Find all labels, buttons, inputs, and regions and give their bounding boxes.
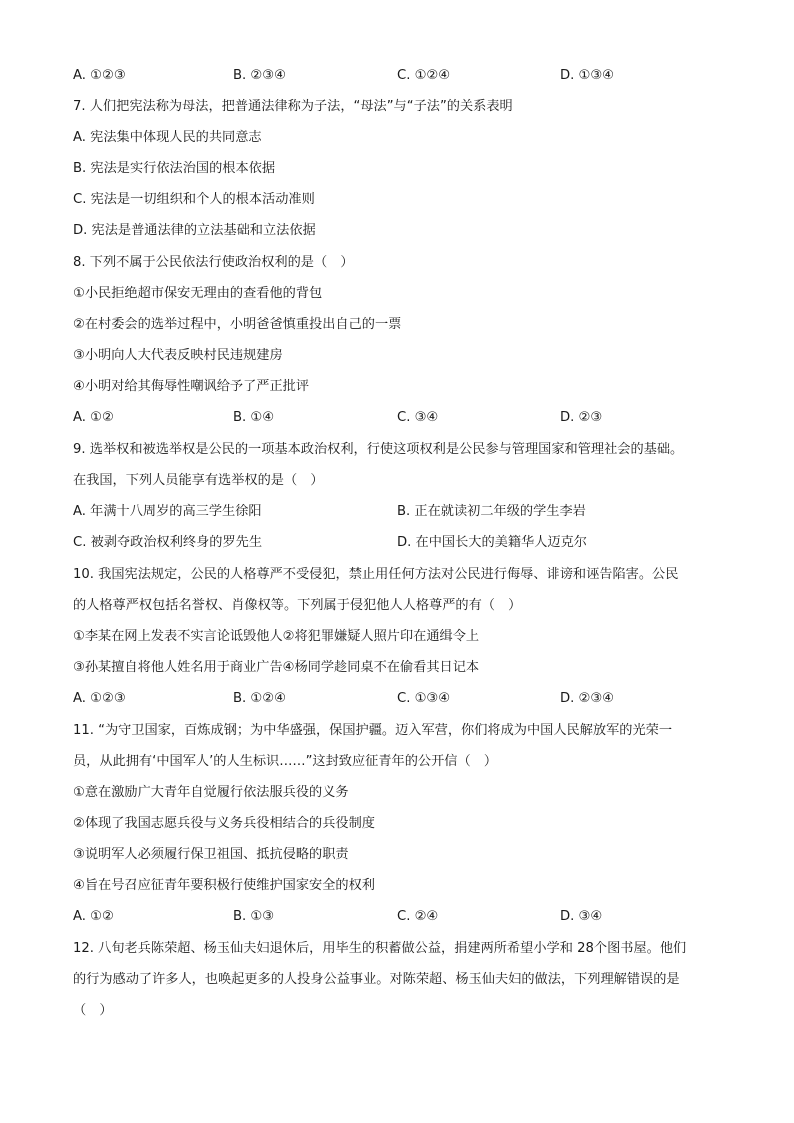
q8-option-d: D. ②③ <box>560 410 603 425</box>
q12-stem-line-1: 12. 八旬老兵陈荣超、杨玉仙夫妇退休后，用毕生的积蓄做公益，捐建两所希望小学和 28个图书屋。他们 <box>73 941 687 956</box>
q8-item-1: ①小民拒绝超市保安无理由的查看他的背包 <box>73 286 323 301</box>
q10-option-a: A. ①②③ <box>73 691 126 706</box>
q10-option-c: C. ①③④ <box>397 691 451 706</box>
q12-stem-line-3: （ ） <box>73 1003 113 1018</box>
q7-option-b: B. 宪法是实行依法治国的根本依据 <box>73 161 276 176</box>
q12-stem-line-2: 的行为感动了许多人，也唤起更多的人投身公益事业。对陈荣超、杨玉仙夫妇的做法，下列理解错误的是 <box>73 972 680 987</box>
q7-option-a: A. 宪法集中体现人民的共同意志 <box>73 130 262 145</box>
q9-stem-line-2: 在我国，下列人员能享有选举权的是（ ） <box>73 473 324 488</box>
q11-option-a: A. ①② <box>73 909 114 924</box>
q11-option-b: B. ①③ <box>233 909 275 924</box>
q11-stem-line-1: 11. “为守卫国家，百炼成钢；为中华盛强，保国护疆。迈入军营，你们将成为中国人民解放军的光荣一 <box>73 723 673 738</box>
q7-stem: 7. 人们把宪法称为母法，把普通法律称为子法，“母法”与“子法”的关系表明 <box>73 99 513 114</box>
q11-item-2: ②体现了我国志愿兵役与义务兵役相结合的兵役制度 <box>73 816 375 831</box>
q6-option-b: B. ②③④ <box>233 68 286 83</box>
q6-option-c: C. ①②④ <box>397 68 451 83</box>
q10-items-line-1: ①李某在网上发表不实言论诋毁他人②将犯罪嫌疑人照片印在通缉令上 <box>73 629 480 644</box>
q11-item-4: ④旨在号召应征青年要积极行使维护国家安全的权利 <box>73 878 375 893</box>
q8-item-4: ④小明对给其侮辱性嘲讽给予了严正批评 <box>73 379 310 394</box>
q9-option-c: C. 被剥夺政治权利终身的罗先生 <box>73 535 263 550</box>
q8-stem: 8. 下列不属于公民依法行使政治权利的是（ ） <box>73 255 354 270</box>
q10-option-b: B. ①②④ <box>233 691 286 706</box>
q8-option-c: C. ③④ <box>397 410 439 425</box>
q7-option-d: D. 宪法是普通法律的立法基础和立法依据 <box>73 223 316 238</box>
q8-option-a: A. ①② <box>73 410 114 425</box>
q9-option-a: A. 年满十八周岁的高三学生徐阳 <box>73 504 262 519</box>
q7-option-c: C. 宪法是一切组织和个人的根本活动准则 <box>73 192 315 207</box>
q8-item-3: ③小明向人大代表反映村民违规建房 <box>73 348 283 363</box>
q8-item-2: ②在村委会的选举过程中，小明爸爸慎重投出自己的一票 <box>73 317 402 332</box>
q9-option-b: B. 正在就读初二年级的学生李岩 <box>397 504 586 519</box>
q11-item-3: ③说明军人必须履行保卫祖国、抵抗侵略的职责 <box>73 847 349 862</box>
q6-option-a: A. ①②③ <box>73 68 126 83</box>
q10-stem-line-2: 的人格尊严权包括名誉权、肖像权等。下列属于侵犯他人人格尊严的有（ ） <box>73 598 522 613</box>
q9-option-d: D. 在中国长大的美籍华人迈克尔 <box>397 535 587 550</box>
q11-item-1: ①意在激励广大青年自觉履行依法服兵役的义务 <box>73 785 349 800</box>
q9-stem-line-1: 9. 选举权和被选举权是公民的一项基本政治权利，行使这项权利是公民参与管理国家和管理社会的基础。 <box>73 442 684 457</box>
q10-items-line-2: ③孙某擅自将他人姓名用于商业广告④杨同学趁同桌不在偷看其日记本 <box>73 660 480 675</box>
q11-option-d: D. ③④ <box>560 909 603 924</box>
q8-option-b: B. ①④ <box>233 410 275 425</box>
q10-option-d: D. ②③④ <box>560 691 615 706</box>
q6-option-d: D. ①③④ <box>560 68 615 83</box>
q11-option-c: C. ②④ <box>397 909 439 924</box>
q11-stem-line-2: 员，从此拥有‘中国军人’的人生标识……”这封致应征青年的公开信（ ） <box>73 754 498 769</box>
q10-stem-line-1: 10. 我国宪法规定，公民的人格尊严不受侵犯，禁止用任何方法对公民进行侮辱、诽谤和诬告陷害。公民 <box>73 567 679 582</box>
